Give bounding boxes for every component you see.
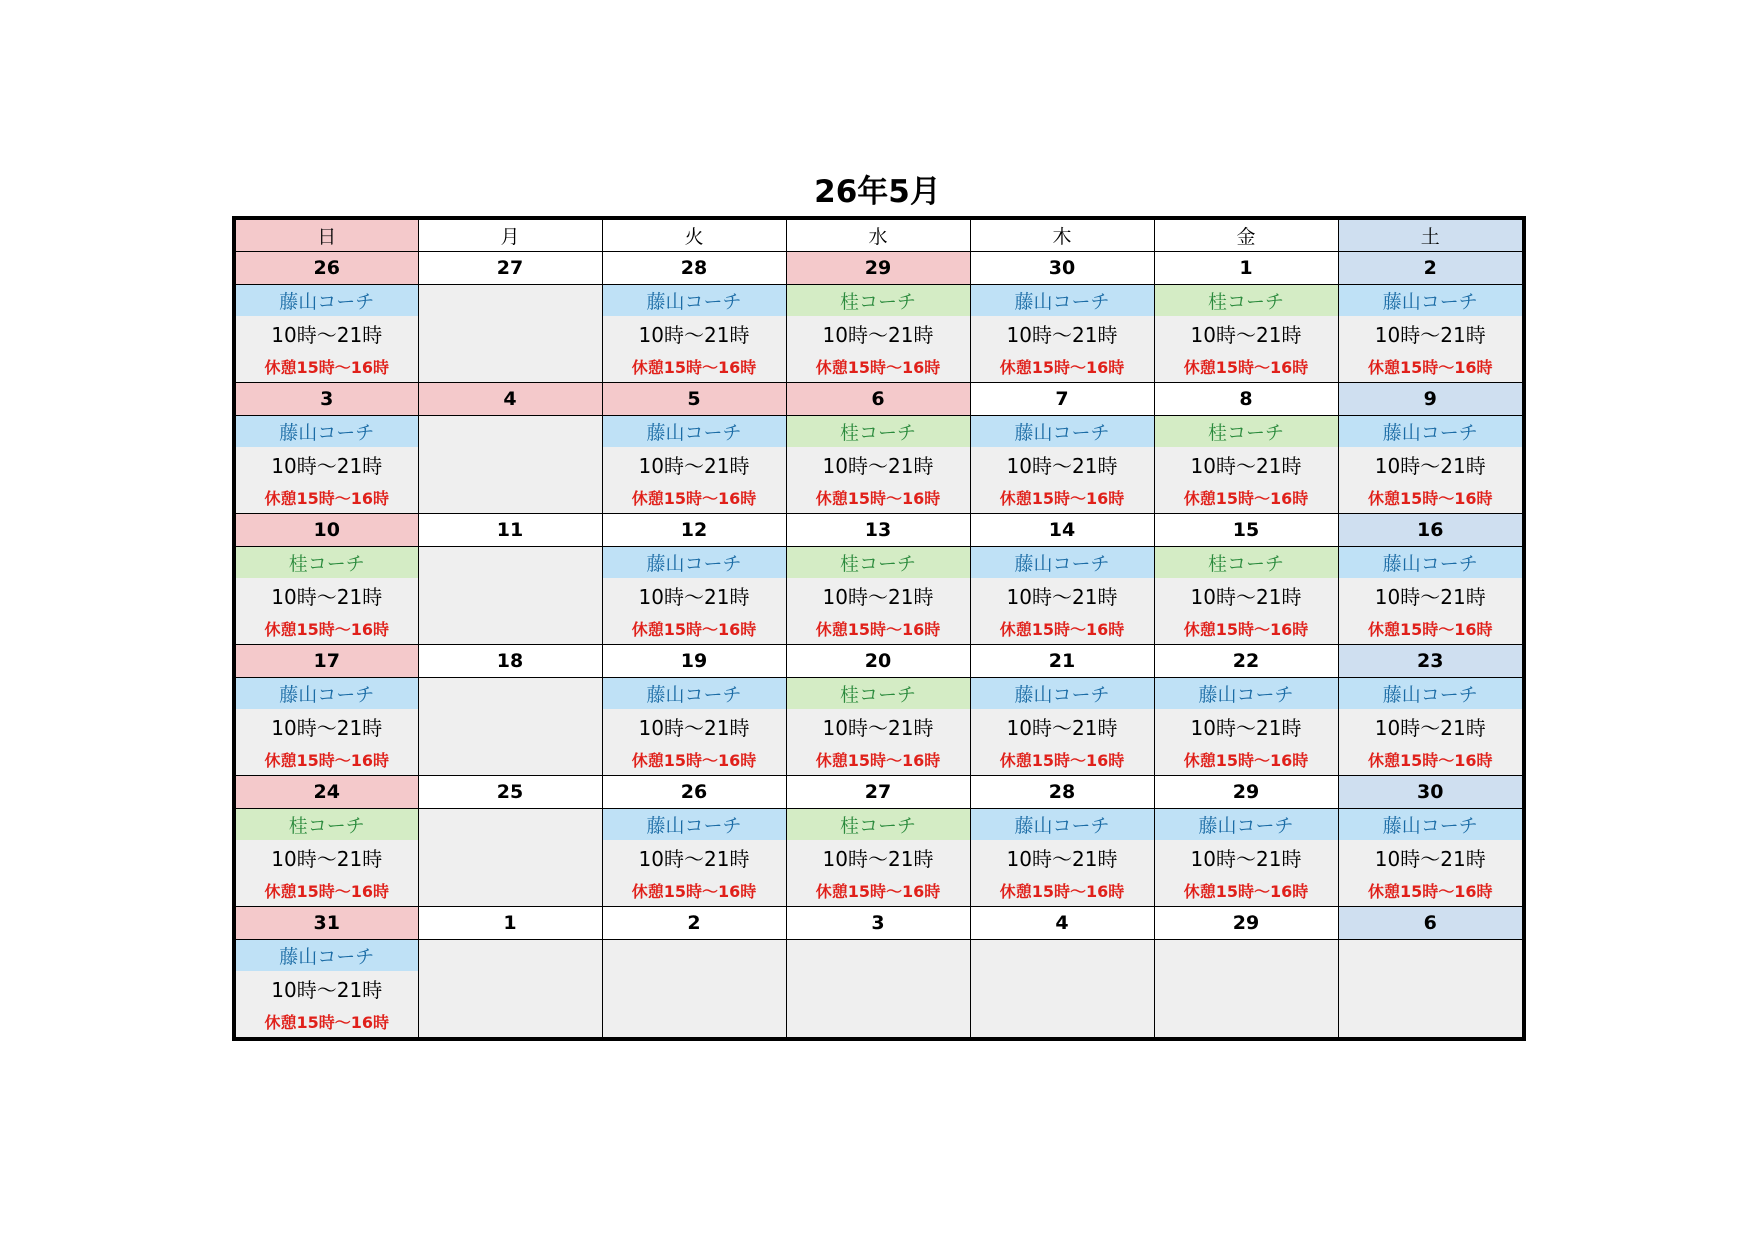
coach-name: 桂コーチ (786, 809, 970, 841)
break-time: 休憩15時～16時 (1154, 612, 1338, 645)
coach-name: 藤山コーチ (1338, 809, 1524, 841)
date-cell: 4 (418, 383, 602, 416)
coach-name: 藤山コーチ (970, 809, 1154, 841)
break-time: 休憩15時～16時 (1338, 350, 1524, 383)
hours-row (234, 840, 1524, 874)
break-time: 休憩15時～16時 (234, 612, 418, 645)
coach-name: 桂コーチ (234, 809, 418, 841)
break-row (234, 612, 1524, 645)
coach-row (234, 547, 1524, 579)
opening-hours: 10時～21時 (1154, 840, 1338, 874)
break-time: 休憩15時～16時 (970, 612, 1154, 645)
coach-name: 藤山コーチ (1338, 678, 1524, 710)
date-cell: 30 (1338, 776, 1524, 809)
empty-cell (418, 481, 602, 514)
date-cell: 27 (418, 252, 602, 285)
date-cell: 18 (418, 645, 602, 678)
empty-cell (418, 840, 602, 874)
weekday-header-sat: 土 (1338, 218, 1524, 252)
opening-hours: 10時～21時 (1154, 709, 1338, 743)
break-time: 休憩15時～16時 (970, 481, 1154, 514)
empty-cell (602, 971, 786, 1005)
opening-hours: 10時～21時 (1338, 578, 1524, 612)
empty-cell (418, 940, 602, 972)
date-row (234, 383, 1524, 416)
date-cell: 10 (234, 514, 418, 547)
weekday-header-wed: 水 (786, 218, 970, 252)
empty-cell (418, 1005, 602, 1039)
empty-cell (786, 940, 970, 972)
coach-name: 藤山コーチ (234, 285, 418, 317)
empty-cell (786, 1005, 970, 1039)
date-cell: 22 (1154, 645, 1338, 678)
opening-hours: 10時～21時 (786, 578, 970, 612)
coach-name: 藤山コーチ (602, 809, 786, 841)
date-row (234, 514, 1524, 547)
opening-hours: 10時～21時 (602, 578, 786, 612)
date-cell: 31 (234, 907, 418, 940)
coach-row (234, 940, 1524, 972)
empty-cell (418, 809, 602, 841)
hours-row (234, 578, 1524, 612)
coach-name: 藤山コーチ (1338, 285, 1524, 317)
break-row (234, 481, 1524, 514)
date-cell: 21 (970, 645, 1154, 678)
coach-name: 桂コーチ (1154, 547, 1338, 579)
break-row (234, 874, 1524, 907)
break-time: 休憩15時～16時 (602, 350, 786, 383)
date-cell: 3 (786, 907, 970, 940)
date-cell: 12 (602, 514, 786, 547)
coach-name: 桂コーチ (786, 416, 970, 448)
calendar-title: 26年5月 (814, 174, 941, 210)
date-cell: 26 (602, 776, 786, 809)
hours-row (234, 709, 1524, 743)
hours-row (234, 971, 1524, 1005)
empty-cell (418, 350, 602, 383)
break-time: 休憩15時～16時 (1154, 743, 1338, 776)
opening-hours: 10時～21時 (970, 840, 1154, 874)
date-cell: 17 (234, 645, 418, 678)
weekday-header-thu: 木 (970, 218, 1154, 252)
date-cell: 14 (970, 514, 1154, 547)
date-cell: 15 (1154, 514, 1338, 547)
empty-cell (418, 547, 602, 579)
date-row (234, 645, 1524, 678)
date-cell: 30 (970, 252, 1154, 285)
opening-hours: 10時～21時 (234, 971, 418, 1005)
break-time: 休憩15時～16時 (786, 874, 970, 907)
break-time: 休憩15時～16時 (234, 481, 418, 514)
date-cell: 29 (1154, 776, 1338, 809)
date-cell: 11 (418, 514, 602, 547)
coach-row (234, 678, 1524, 710)
opening-hours: 10時～21時 (234, 316, 418, 350)
coach-name: 桂コーチ (1154, 416, 1338, 448)
empty-cell (1154, 1005, 1338, 1039)
coach-row (234, 809, 1524, 841)
date-cell: 25 (418, 776, 602, 809)
coach-name: 藤山コーチ (602, 285, 786, 317)
opening-hours: 10時～21時 (786, 709, 970, 743)
weekday-header-row (234, 218, 1524, 252)
date-cell: 2 (602, 907, 786, 940)
opening-hours: 10時～21時 (970, 316, 1154, 350)
date-cell: 8 (1154, 383, 1338, 416)
date-cell: 5 (602, 383, 786, 416)
coach-name: 藤山コーチ (602, 678, 786, 710)
coach-name: 桂コーチ (1154, 285, 1338, 317)
break-time: 休憩15時～16時 (786, 350, 970, 383)
break-time: 休憩15時～16時 (602, 743, 786, 776)
opening-hours: 10時～21時 (234, 709, 418, 743)
date-cell: 16 (1338, 514, 1524, 547)
schedule-calendar (232, 216, 1526, 1041)
coach-name: 桂コーチ (234, 547, 418, 579)
opening-hours: 10時～21時 (1154, 447, 1338, 481)
empty-cell (418, 416, 602, 448)
empty-cell (418, 678, 602, 710)
empty-cell (418, 971, 602, 1005)
date-cell: 24 (234, 776, 418, 809)
empty-cell (418, 743, 602, 776)
opening-hours: 10時～21時 (1338, 316, 1524, 350)
break-time: 休憩15時～16時 (786, 743, 970, 776)
empty-cell (602, 940, 786, 972)
coach-name: 桂コーチ (786, 547, 970, 579)
coach-name: 藤山コーチ (970, 416, 1154, 448)
opening-hours: 10時～21時 (234, 578, 418, 612)
date-cell: 7 (970, 383, 1154, 416)
empty-cell (418, 612, 602, 645)
coach-name: 藤山コーチ (970, 547, 1154, 579)
date-cell: 27 (786, 776, 970, 809)
date-cell: 1 (1154, 252, 1338, 285)
coach-name: 桂コーチ (786, 285, 970, 317)
opening-hours: 10時～21時 (1154, 578, 1338, 612)
date-cell: 1 (418, 907, 602, 940)
weekday-header-sun: 日 (234, 218, 418, 252)
opening-hours: 10時～21時 (970, 709, 1154, 743)
opening-hours: 10時～21時 (970, 578, 1154, 612)
opening-hours: 10時～21時 (602, 709, 786, 743)
break-time: 休憩15時～16時 (234, 350, 418, 383)
empty-cell (1338, 971, 1524, 1005)
opening-hours: 10時～21時 (602, 316, 786, 350)
break-time: 休憩15時～16時 (602, 481, 786, 514)
date-cell: 6 (1338, 907, 1524, 940)
empty-cell (602, 1005, 786, 1039)
date-cell: 29 (786, 252, 970, 285)
break-time: 休憩15時～16時 (970, 743, 1154, 776)
coach-name: 藤山コーチ (234, 416, 418, 448)
date-cell: 3 (234, 383, 418, 416)
empty-cell (1338, 1005, 1524, 1039)
coach-name: 藤山コーチ (1338, 416, 1524, 448)
empty-cell (418, 285, 602, 317)
date-cell: 13 (786, 514, 970, 547)
empty-cell (418, 578, 602, 612)
weekday-header-mon: 月 (418, 218, 602, 252)
break-time: 休憩15時～16時 (234, 1005, 418, 1039)
opening-hours: 10時～21時 (970, 447, 1154, 481)
break-time: 休憩15時～16時 (970, 874, 1154, 907)
opening-hours: 10時～21時 (786, 316, 970, 350)
hours-row (234, 316, 1524, 350)
empty-cell (418, 316, 602, 350)
empty-cell (970, 940, 1154, 972)
date-cell: 9 (1338, 383, 1524, 416)
coach-row (234, 285, 1524, 317)
break-time: 休憩15時～16時 (1154, 350, 1338, 383)
break-time: 休憩15時～16時 (1154, 874, 1338, 907)
empty-cell (970, 1005, 1154, 1039)
date-row (234, 907, 1524, 940)
opening-hours: 10時～21時 (1154, 316, 1338, 350)
coach-row (234, 416, 1524, 448)
break-row (234, 743, 1524, 776)
break-time: 休憩15時～16時 (1338, 874, 1524, 907)
opening-hours: 10時～21時 (234, 840, 418, 874)
date-cell: 29 (1154, 907, 1338, 940)
empty-cell (418, 709, 602, 743)
break-time: 休憩15時～16時 (602, 874, 786, 907)
date-cell: 28 (602, 252, 786, 285)
hours-row (234, 447, 1524, 481)
date-cell: 20 (786, 645, 970, 678)
break-time: 休憩15時～16時 (786, 481, 970, 514)
date-cell: 2 (1338, 252, 1524, 285)
break-time: 休憩15時～16時 (970, 350, 1154, 383)
empty-cell (418, 447, 602, 481)
date-cell: 19 (602, 645, 786, 678)
coach-name: 藤山コーチ (970, 285, 1154, 317)
coach-name: 藤山コーチ (1338, 547, 1524, 579)
weekday-header-fri: 金 (1154, 218, 1338, 252)
coach-name: 桂コーチ (786, 678, 970, 710)
opening-hours: 10時～21時 (1338, 709, 1524, 743)
empty-cell (418, 874, 602, 907)
opening-hours: 10時～21時 (1338, 840, 1524, 874)
break-time: 休憩15時～16時 (786, 612, 970, 645)
date-cell: 6 (786, 383, 970, 416)
break-time: 休憩15時～16時 (1338, 481, 1524, 514)
empty-cell (786, 971, 970, 1005)
break-row (234, 350, 1524, 383)
empty-cell (1338, 940, 1524, 972)
break-time: 休憩15時～16時 (1154, 481, 1338, 514)
break-time: 休憩15時～16時 (234, 874, 418, 907)
opening-hours: 10時～21時 (786, 840, 970, 874)
opening-hours: 10時～21時 (1338, 447, 1524, 481)
coach-name: 藤山コーチ (234, 940, 418, 972)
coach-name: 藤山コーチ (234, 678, 418, 710)
break-time: 休憩15時～16時 (234, 743, 418, 776)
date-row (234, 776, 1524, 809)
empty-cell (970, 971, 1154, 1005)
break-row (234, 1005, 1524, 1039)
coach-name: 藤山コーチ (1154, 678, 1338, 710)
opening-hours: 10時～21時 (602, 447, 786, 481)
break-time: 休憩15時～16時 (1338, 612, 1524, 645)
date-row (234, 252, 1524, 285)
date-cell: 4 (970, 907, 1154, 940)
date-cell: 28 (970, 776, 1154, 809)
break-time: 休憩15時～16時 (602, 612, 786, 645)
coach-name: 藤山コーチ (970, 678, 1154, 710)
coach-name: 藤山コーチ (602, 547, 786, 579)
break-time: 休憩15時～16時 (1338, 743, 1524, 776)
date-cell: 23 (1338, 645, 1524, 678)
empty-cell (1154, 940, 1338, 972)
opening-hours: 10時～21時 (234, 447, 418, 481)
date-cell: 26 (234, 252, 418, 285)
opening-hours: 10時～21時 (602, 840, 786, 874)
coach-name: 藤山コーチ (1154, 809, 1338, 841)
coach-name: 藤山コーチ (602, 416, 786, 448)
empty-cell (1154, 971, 1338, 1005)
weekday-header-tue: 火 (602, 218, 786, 252)
opening-hours: 10時～21時 (786, 447, 970, 481)
